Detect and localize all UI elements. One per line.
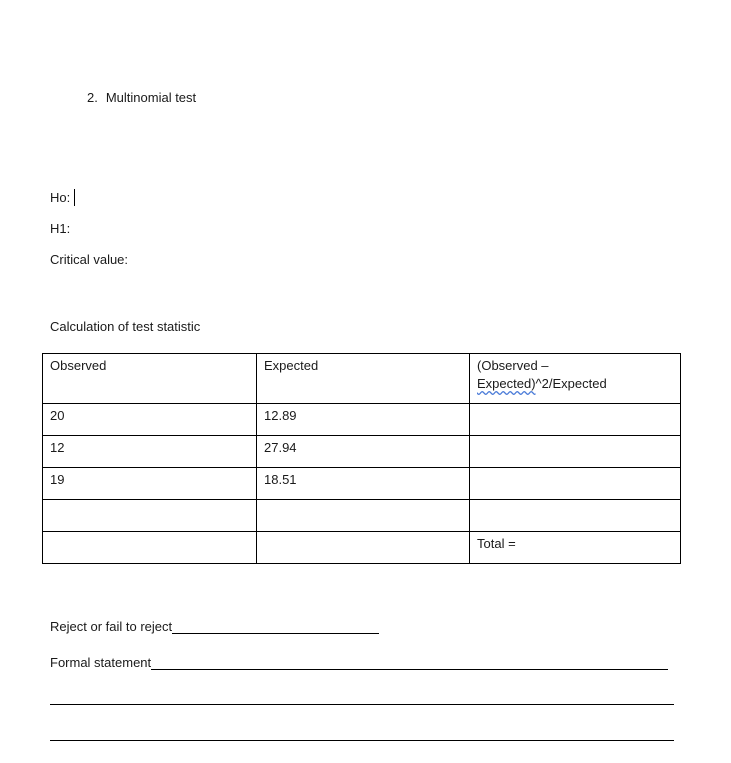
formal-statement-line[interactable] bbox=[50, 654, 668, 670]
observed-cell[interactable]: 20 bbox=[43, 404, 257, 436]
reject-line[interactable] bbox=[50, 618, 379, 634]
calc-label: Calculation of test statistic bbox=[50, 319, 201, 334]
text-cursor bbox=[74, 189, 75, 206]
header-chi-component[interactable] bbox=[470, 354, 681, 404]
reject-blank[interactable] bbox=[172, 618, 379, 634]
expected-cell[interactable] bbox=[257, 532, 470, 564]
header-observed[interactable]: Observed bbox=[43, 354, 257, 404]
observed-cell[interactable] bbox=[43, 500, 257, 532]
observed-cell[interactable]: 12 bbox=[43, 436, 257, 468]
answer-line[interactable] bbox=[50, 740, 674, 741]
expected-cell[interactable]: 18.51 bbox=[257, 468, 470, 500]
reject-label: Reject or fail to reject bbox=[50, 619, 173, 634]
chi-cell[interactable] bbox=[470, 436, 681, 468]
chi-cell[interactable] bbox=[470, 468, 681, 500]
table-row bbox=[43, 468, 681, 500]
formal-statement-label: Formal statement bbox=[50, 655, 152, 670]
formal-statement-blank[interactable] bbox=[151, 654, 668, 670]
chi-cell[interactable] bbox=[470, 500, 681, 532]
header-chi-part-a: (Observed – bbox=[477, 358, 549, 373]
heading-title: Multinomial test bbox=[105, 90, 197, 105]
chi-cell[interactable] bbox=[470, 404, 681, 436]
table-row bbox=[43, 436, 681, 468]
header-chi-part-b: Expected) bbox=[477, 376, 536, 391]
header-expected[interactable]: Expected bbox=[257, 354, 470, 404]
expected-cell[interactable]: 27.94 bbox=[257, 436, 470, 468]
table-row bbox=[43, 532, 681, 564]
observed-cell[interactable]: 19 bbox=[43, 468, 257, 500]
critical-value-label[interactable]: Critical value: bbox=[50, 252, 129, 267]
answer-line[interactable] bbox=[50, 704, 674, 705]
statistic-table bbox=[42, 353, 681, 564]
h0-label: Ho: bbox=[50, 190, 71, 205]
expected-cell[interactable]: 12.89 bbox=[257, 404, 470, 436]
table-header-row bbox=[43, 354, 681, 404]
observed-cell[interactable] bbox=[43, 532, 257, 564]
h1-label[interactable]: H1: bbox=[50, 221, 71, 236]
header-chi-part-c: ^2/Expected bbox=[535, 376, 607, 391]
section-heading bbox=[87, 90, 196, 105]
expected-cell[interactable] bbox=[257, 500, 470, 532]
heading-number: 2. bbox=[87, 90, 98, 105]
table-row bbox=[43, 404, 681, 436]
total-cell[interactable]: Total = bbox=[470, 532, 681, 564]
table-row bbox=[43, 500, 681, 532]
h0-line[interactable] bbox=[50, 189, 75, 206]
